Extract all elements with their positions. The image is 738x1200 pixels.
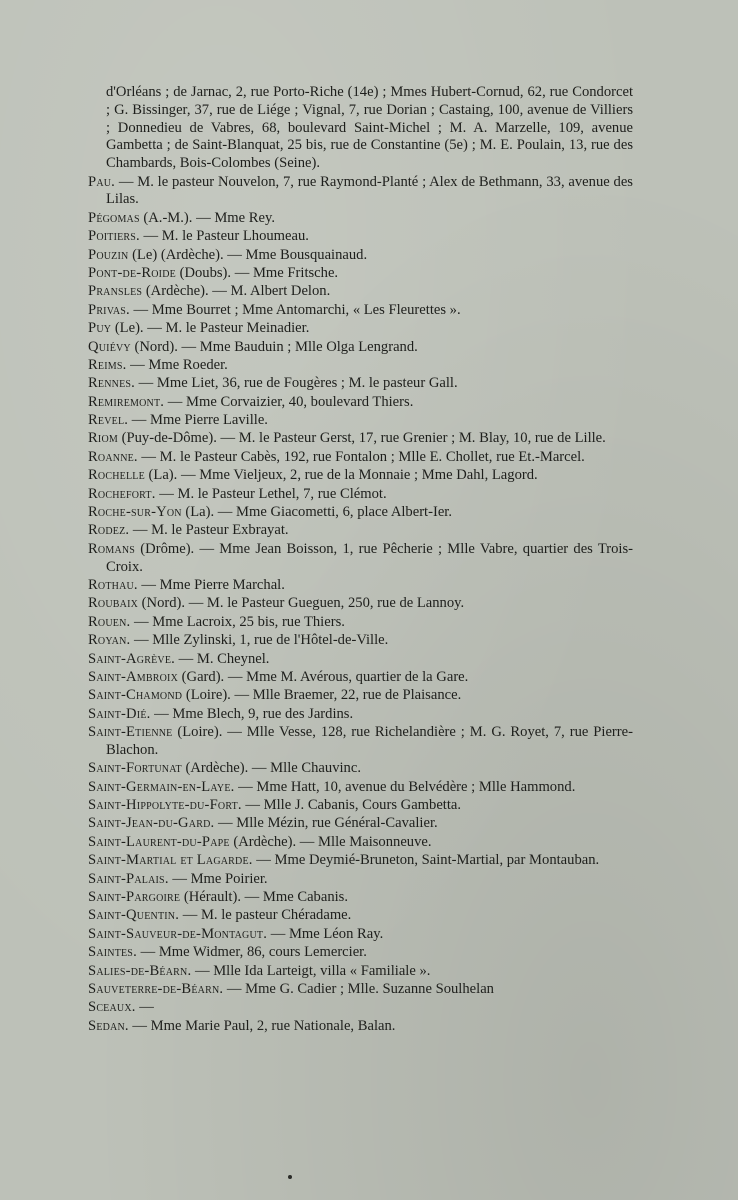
list-item — [88, 302, 633, 320]
entry-text: (Nord). — Mme Bauduin ; Mlle Olga Lengrand. — [130, 338, 418, 355]
entry-text: — Mlle Ida Larteigt, villa « Familiale ». — [191, 962, 431, 979]
list-item — [88, 651, 633, 669]
entry-text: — Mme Léon Ray. — [267, 925, 384, 942]
list-item — [88, 577, 633, 595]
entry-text: — M. le Pasteur Exbrayat. — [129, 522, 289, 539]
entry-text: — Mme Widmer, 86, cours Lemercier. — [136, 944, 367, 961]
town-name: Salies-de-Béarn. — [88, 962, 192, 979]
town-name: Reims. — [88, 356, 127, 373]
list-item — [88, 210, 633, 228]
entry-text: (Nord). — M. le Pasteur Gueguen, 250, rue de Lannoy. — [138, 595, 465, 612]
entry-text: — Mme Liet, 36, rue de Fougères ; M. le pasteur Gall. — [135, 375, 458, 392]
entry-text: — Mme Pierre Marchal. — [137, 576, 285, 593]
entry-text: (Ardèche). — M. Albert Delon. — [142, 283, 331, 300]
entry-text: — Mme Pierre Laville. — [128, 412, 268, 429]
entry-text: — Mme Poirier. — [168, 870, 268, 887]
town-name: Privas. — [88, 301, 130, 318]
town-name: Saint-Hippolyte-du-Fort. — [88, 797, 242, 814]
town-name: Riom — [88, 430, 118, 447]
entry-text: — Mlle J. Cabanis, Cours Gambetta. — [241, 797, 462, 814]
town-name: Saint-Laurent-du-Pape — [88, 833, 230, 850]
town-name: Saint-Fortunat — [88, 760, 182, 777]
entry-text: — Mme Marie Paul, 2, rue Nationale, Balan. — [128, 1017, 396, 1034]
list-item — [88, 283, 633, 301]
entry-text: (Ardèche). — Mlle Chauvinc. — [181, 760, 361, 777]
entry-text: — M. le Pasteur Lethel, 7, rue Clémot. — [155, 485, 387, 502]
list-item — [88, 834, 633, 852]
list-item — [88, 999, 633, 1017]
list-item — [88, 687, 633, 705]
list-item — [88, 779, 633, 797]
entry-text: — Mme Deymié-Bruneton, Saint-Martial, par Montauban. — [252, 852, 600, 869]
town-name: Sedan. — [88, 1017, 129, 1034]
town-name: Rennes. — [88, 375, 136, 392]
list-item — [88, 247, 633, 265]
entry-text: — M. le pasteur Nouvelon, 7, rue Raymond-Planté ; Alex de Bethmann, 33, avenue des Lilas. — [106, 173, 633, 208]
list-item — [88, 981, 633, 999]
town-name: Saint-Agrève. — [88, 650, 175, 667]
town-name: Sceaux. — [88, 999, 136, 1016]
list-item — [88, 430, 633, 448]
list-item — [88, 907, 633, 925]
list-item — [88, 706, 633, 724]
entry-text: — Mme Blech, 9, rue des Jardins. — [150, 705, 354, 722]
list-item — [88, 797, 633, 815]
town-name: Saint-Dié. — [88, 705, 151, 722]
list-item — [88, 504, 633, 522]
town-name: Saint-Quentin. — [88, 907, 180, 924]
list-item — [88, 541, 633, 577]
list-item — [88, 614, 633, 632]
entry-text: (Le) (Ardèche). — Mme Bousquainaud. — [128, 246, 368, 263]
list-item — [88, 889, 633, 907]
list-item — [88, 926, 633, 944]
list-item — [88, 375, 633, 393]
town-name: Poitiers. — [88, 228, 140, 245]
entry-text: — Mme Roeder. — [126, 356, 228, 373]
list-item — [88, 760, 633, 778]
entry-text: (Puy-de-Dôme). — M. le Pasteur Gerst, 17, rue Grenier ; M. Blay, 10, rue de Lille. — [117, 430, 606, 447]
town-name: Saint-Germain-en-Laye. — [88, 778, 235, 795]
entry-text: — Mme Corvaizier, 40, boulevard Thiers. — [164, 393, 414, 410]
town-name: Pau. — [88, 173, 116, 190]
town-name: Roche-sur-Yon — [88, 504, 182, 521]
entry-text: (Loire). — Mlle Vesse, 128, rue Richelandière ; M. G. Royet, 7, rue Pierre-Blachon. — [106, 724, 633, 758]
list-item — [88, 963, 633, 981]
list-item — [88, 595, 633, 613]
list-item — [88, 228, 633, 246]
entry-text: — Mme Bourret ; Mme Antomarchi, « Les Fleurettes ». — [129, 301, 461, 318]
list-item — [88, 522, 633, 540]
town-name: Sauveterre-de-Béarn. — [88, 980, 224, 997]
list-item — [88, 944, 633, 962]
entry-text: (Drôme). — Mme Jean Boisson, 1, rue Pêcherie ; Mlle Vabre, quartier des Trois-Croix. — [106, 540, 633, 575]
list-item — [88, 265, 633, 283]
entry-text: (Gard). — Mme M. Avérous, quartier de la Gare. — [178, 668, 469, 685]
town-name: Roanne. — [88, 448, 138, 465]
entry-text: — M. Cheynel. — [174, 650, 270, 667]
town-name: Pouzin — [88, 246, 129, 263]
town-name: Saint-Palais. — [88, 870, 169, 887]
town-name: Saint-Martial et Lagarde. — [88, 852, 253, 869]
town-name: Royan. — [88, 632, 131, 649]
town-name: Quiévy — [88, 338, 131, 355]
entry-text: (La). — Mme Giacometti, 6, place Albert-Ier. — [181, 504, 453, 521]
entry-text: — Mme G. Cadier ; Mlle. Suzanne Soulhelan — [223, 980, 494, 997]
town-name: Saint-Sauveur-de-Montagut. — [88, 925, 268, 942]
town-name: Saint-Chamond — [88, 687, 183, 704]
town-name: Saint-Pargoire — [88, 889, 181, 906]
town-name: Rochelle — [88, 467, 145, 484]
town-name: Rochefort. — [88, 485, 156, 502]
entry-text: (Doubs). — Mme Fritsche. — [175, 264, 339, 281]
list-item — [88, 412, 633, 430]
entry-text: — M. le Pasteur Cabès, 192, rue Fontalon ; Mlle E. Chollet, rue Et.-Marcel. — [137, 448, 585, 465]
list-item — [88, 486, 633, 504]
town-name: Pransles — [88, 283, 143, 300]
list-item — [88, 1018, 633, 1036]
list-item — [88, 339, 633, 357]
town-name: Pont-de-Roide — [88, 264, 176, 281]
list-item — [88, 84, 633, 173]
list-item — [88, 467, 633, 485]
entry-text: — Mme Lacroix, 25 bis, rue Thiers. — [130, 613, 345, 630]
town-name: Revel. — [88, 412, 129, 429]
list-item — [88, 357, 633, 375]
ink-speck — [288, 1175, 292, 1179]
list-item — [88, 632, 633, 650]
entry-text: (La). — Mme Vieljeux, 2, rue de la Monnaie ; Mme Dahl, Lagord. — [144, 467, 538, 484]
town-name: Rodez. — [88, 522, 130, 539]
town-name: Pégomas — [88, 209, 140, 226]
entry-text: — Mlle Mézin, rue Général-Cavalier. — [214, 815, 438, 832]
entry-text: d'Orléans ; de Jarnac, 2, rue Porto-Riche (14e) ; Mmes Hubert-Cornud, 62, rue Condorcet ; G. Bissinger, 37, rue de Liége ; Vignal, 7, rue Dorian ; Castaing, 100, avenue de Villiers ; Donnedieu de Vabres, 68, boulevard Saint-Michel ; M. A. Marzelle, 109, avenue Gambetta ; de Saint-Blanquat, 25 bis, rue de Constantine (5e) ; M. E. Poulain, 13, rue des Chambards, Bois-Colombes (Seine). — [106, 84, 633, 172]
town-name: Saint-Ambroix — [88, 668, 179, 685]
town-name: Puy — [88, 320, 112, 337]
town-name: Rothau. — [88, 576, 138, 593]
town-name: Saint-Jean-du-Gard. — [88, 815, 215, 832]
list-item — [88, 394, 633, 412]
entry-text: — M. le pasteur Chéradame. — [179, 907, 352, 924]
town-name: Saintes. — [88, 944, 137, 961]
entry-text: (Le). — M. le Pasteur Meinadier. — [111, 320, 310, 337]
list-item — [88, 852, 633, 870]
list-item — [88, 320, 633, 338]
list-item — [88, 871, 633, 889]
list-item — [88, 174, 633, 210]
directory-column — [88, 84, 633, 1036]
town-name: Romans — [88, 540, 136, 557]
entry-text: (Loire). — Mlle Braemer, 22, rue de Plaisance. — [182, 687, 462, 704]
entry-text: — Mlle Zylinski, 1, rue de l'Hôtel-de-Ville. — [130, 632, 389, 649]
entry-text: (Ardèche). — Mlle Maisonneuve. — [229, 833, 432, 850]
town-name: Roubaix — [88, 595, 139, 612]
entry-text: — M. le Pasteur Lhoumeau. — [139, 228, 309, 245]
entry-text: (A.-M.). — Mme Rey. — [139, 209, 275, 226]
town-name: Remiremont. — [88, 393, 165, 410]
list-item — [88, 669, 633, 687]
town-name: Saint-Etienne — [88, 724, 173, 741]
entry-text: — Mme Hatt, 10, avenue du Belvédère ; Mlle Hammond. — [234, 778, 576, 795]
entry-text: (Hérault). — Mme Cabanis. — [180, 889, 349, 906]
town-name: Rouen. — [88, 613, 131, 630]
entry-text: — — [135, 999, 154, 1016]
list-item — [88, 449, 633, 467]
list-item — [88, 724, 633, 760]
list-item — [88, 815, 633, 833]
